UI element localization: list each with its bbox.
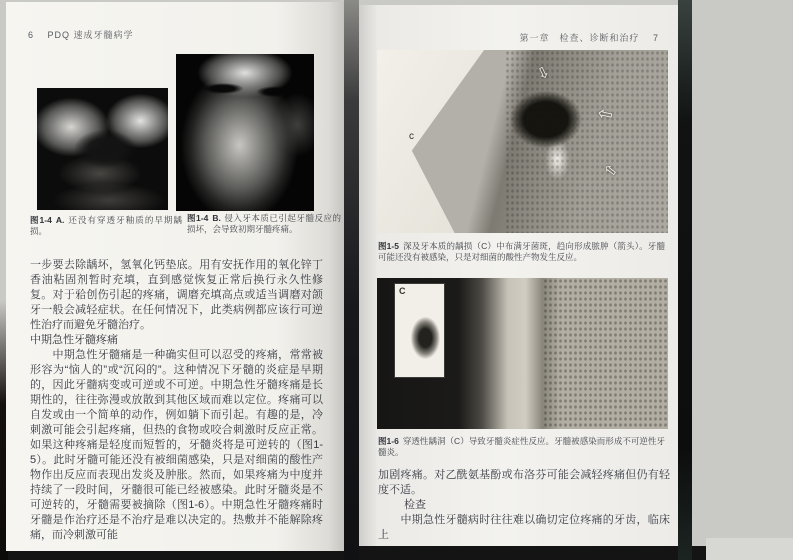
right-running-head	[519, 31, 659, 44]
chapter-title: 第一章 检查、诊断和治疗	[519, 33, 640, 43]
book-gutter	[344, 0, 359, 560]
body-paragraph: 中期急性牙髓痛是一种确实但可以忍受的疼痛，常常被形容为“恼人的”或“沉闷的”。这种情况下牙髓的炎症是早期的，因此牙髓病变或可逆或不可逆。中期急性牙髓疼痛是长期性的，往往弥漫或放散到其他区域而难以定位。疼痛可以自发或由一个简单的动作，例如躺下而引起。有趣的是，冷刺激可能会引起疼痛，但热的食物或咬合刺激时反应正常。如果这种疼痛是轻度而短暂的，牙髓炎将是可逆转的（图1-5）。此时牙髓可能还没有被细菌感染，只是对细菌的酸性产物作出反应而表现出发炎及肿胀。然而，如果疼痛为中度并持续了一段时间，牙髓很可能已经被感染。此时牙髓炎是不可逆转的，牙髓需要被摘除（图1-6）。中期急性牙髓疼痛时牙髓是作治疗还是不治疗是难以决定的。热敷并不能解除疼痛，而冷刺激可能	[30, 349, 323, 541]
section-heading: 检查	[404, 499, 426, 511]
figure-1-4a-caption	[30, 215, 182, 237]
body-paragraph: 加剧疼痛。对乙酰氨基酚或布洛芬可能会减轻疼痛但仍有轻度不适。	[378, 469, 670, 496]
figure-1-6-photo	[377, 278, 668, 429]
left-page-number: 6	[28, 30, 35, 40]
figure-caption-text: 还没有穿透牙釉质的早期龋损。	[30, 215, 182, 236]
figure-1-5-caption	[378, 241, 665, 263]
figure-label: 图1-4	[187, 213, 209, 223]
book-right-edge	[678, 0, 692, 560]
caries-letter-label: c	[409, 130, 414, 142]
figure-caption-text: 深及牙本质的龋损（C）中布满牙菌斑，趋向形成脓肿（箭头）。牙髓可能还没有被感染，只是对细菌的酸性产物发生反应。	[378, 241, 665, 262]
figure-label: 图1-6	[378, 436, 399, 446]
figure-part: A.	[55, 215, 65, 225]
caries-letter-label: C	[399, 286, 406, 296]
histology-texture	[543, 278, 668, 429]
backdrop-corner	[706, 538, 793, 560]
open-arrow-icon: ⇦	[532, 62, 554, 82]
open-arrow-icon: ⇦	[596, 102, 616, 126]
figure-1-6-caption	[378, 436, 665, 458]
section-heading: 中期急性牙髓疼痛	[30, 334, 118, 346]
right-page-body	[378, 468, 670, 543]
figure-label: 图1-4	[30, 215, 52, 225]
figure-caption-text: 侵入牙本质已引起牙髓反应的损坏，会导致初期牙髓疼痛。	[187, 213, 341, 234]
figure-1-4b-caption	[187, 213, 341, 235]
figure-1-4a-photo	[37, 88, 168, 210]
left-page	[6, 2, 345, 551]
right-page	[359, 5, 679, 546]
left-page-body	[30, 258, 323, 543]
figure-caption-text: 穿透性龋洞（C）导致牙髓炎症性反应。牙髓被感染而形成不可逆性牙髓炎。	[378, 436, 665, 457]
left-running-head	[28, 28, 134, 41]
body-paragraph: 中期急性牙髓病时往往难以确切定位疼痛的牙齿，临床上	[378, 514, 670, 541]
figure-part: B.	[212, 213, 221, 223]
histology-texture	[505, 50, 668, 233]
figure-1-5-photo	[377, 50, 668, 233]
caries-wedge-region	[377, 50, 511, 233]
body-paragraph: 一步要去除龋坏，氢氧化钙垫底。用有安抚作用的氧化锌丁香油粘固剂暂时充填，直到感觉恢复正常后换行永久性修复。对于𬌗创伤引起的疼痛，调磨充填高点或适当调磨对颌牙一般会减轻症状。在任何情况下，此类病例都应该行可逆性治疗而避免牙髓治疗。	[30, 259, 323, 331]
open-arrow-icon: ⇦	[600, 160, 621, 182]
right-page-number: 7	[652, 33, 659, 43]
caries-inset-box	[394, 283, 445, 378]
figure-label: 图1-5	[378, 241, 399, 251]
book-title: PDQ 速成牙髓病学	[47, 30, 134, 40]
figure-1-4b-photo	[176, 54, 314, 211]
